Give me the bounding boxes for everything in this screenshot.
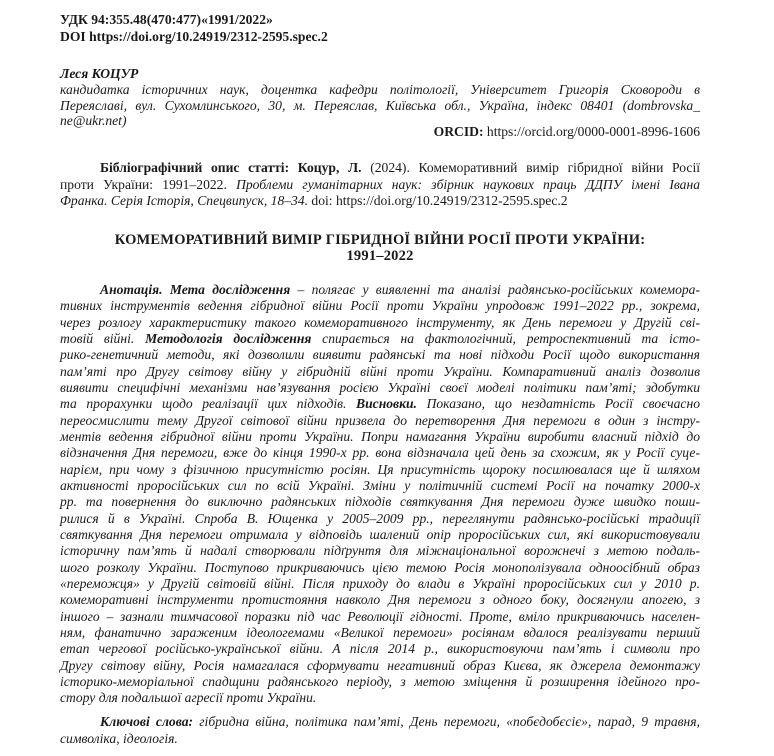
- udc-code: УДК 94:355.48(470:477)«1991/2022»: [60, 12, 273, 27]
- abstract-line: тивних інструментів ведення гібридної війни Росії проти України упродовж 1991–2022 рр., зокрема,: [60, 298, 700, 313]
- abstract-line: етап чергової російсько-української війни. А після 2014 р., використовуючи пам’ять і символи про: [60, 641, 700, 656]
- citation-line-1: [100, 160, 700, 176]
- abstract-line: шого розколу України. Поступово прикриваючись цією темою Росія монополізувала одноосібний образ: [60, 560, 700, 575]
- abstract-line: товій війні. Методологія дослідження спирається на фактологічний, ретроспективний та істо-: [60, 331, 700, 346]
- abstract-line: Анотація. Мета дослідження – полягає у виявленні та аналізі радянсько-російських комемора-: [100, 282, 700, 297]
- citation-authors: Коцур, Л.: [297, 160, 362, 175]
- affiliation-line-1: кандидатка історичних наук, доцентка кафедри політології, Університет Григорія Сковороди в: [60, 82, 700, 97]
- orcid-link[interactable]: https://orcid.org/0000-0001-8996-1606: [486, 124, 700, 139]
- abstract-line: відзначення Дня перемоги, вже до кінця 1990-х рр. вона відзначала цей день за схожим, як у Росії суце-: [60, 445, 700, 460]
- doi-link[interactable]: https://doi.org/10.24919/2312-2595.spec.2: [89, 29, 328, 44]
- abstract-line: святкування Дня перемоги отримала у відповідь шалений опір проросійських сил, які використовували: [60, 527, 700, 542]
- abstract-line: Другу світову війну, Росія намагалася сформувати негативний образ Києва, як джерела демонтажу: [60, 658, 700, 673]
- abstract-line: через розлогу характеристику такого комеморативного інструменту, як День перемоги у Другій сві-: [60, 315, 700, 330]
- abstract-line: нарієм, при чому з фізичною присутністю росіян. Ця присутність щороку посилювалася ще й шляхом: [60, 462, 700, 477]
- citation-text: (2024). Комеморативний вимір гібридної війни Росії: [361, 160, 700, 175]
- abstract-line: «переможця» у Другій світовій війні. Після приходу до влади в Україні проросійських сил у 2010 р.: [60, 576, 700, 591]
- abstract-line: комеморативні інструменти протистояння навколо Дня перемоги з одного боку, досягнули апогею, з: [60, 592, 700, 607]
- abstract-line: ментів ведення гібридної війни проти України. Попри намагання України виробити власний підхід до: [60, 429, 700, 444]
- citation-doi-link[interactable]: doi: https://doi.org/10.24919/2312-2595.spec.2: [308, 193, 568, 208]
- abstract-line: активності проросійських сил по всій Україні. Зміни у політичній системі Росії на початку 2000-х: [60, 478, 700, 493]
- doi-line: [60, 29, 700, 45]
- abstract-line: іншого – зазнали тимчасової поразки під час Революції гідності. Проте, вміло прикриваючись населен-: [60, 609, 700, 624]
- citation-line-3: Франка. Серія Історія, Спецвипуск, 18–34. doi: https://doi.org/10.24919/2312-2595.spec.2: [60, 193, 568, 208]
- abstract-line: пам’яті про Другу світову війну у гібридній війні проти України. Компаративний аналіз дозволив: [60, 364, 700, 379]
- article-title-line-1: КОМЕМОРАТИВНИЙ ВИМІР ГІБРИДНОЇ ВІЙНИ РОСІЇ ПРОТИ УКРАЇНИ:: [114, 232, 646, 248]
- abstract-line: рико-генетичний методи, які дозволили виявити радянські та нові підходи Росії щодо використання: [60, 347, 700, 362]
- abstract-line: рилися й в Україні. Спроба В. Ющенка у 2005–2009 рр., переглянути радянсько-російські традиції: [60, 511, 700, 526]
- abstract-line: історико-меморіальної спадщини радянського періоду, з метою зміщення й розширення ідейного про-: [60, 674, 700, 689]
- abstract-line: переосмислити тему Другої світової війни призвела до перетворення Дня перемоги в один з інстру-: [60, 413, 700, 428]
- article-title-line-2: 1991–2022: [346, 248, 414, 264]
- abstract-line: та прорахунки щодо реалізації цих підходів. Висновки. Показано, що нездатність Росії своєчасно: [60, 396, 700, 411]
- affiliation-line-3: ne@ukr.net): [60, 113, 127, 128]
- affiliation-line-2: Переяславі, вул. Сухомлинського, 30, м. Переяслав, Київська обл., Україна, індекс 08401 (dombrovska_: [60, 98, 700, 113]
- citation-label: Бібліографічний опис статті:: [100, 160, 290, 175]
- abstract-line: рр. та повернення до виключно радянських підходів святкування Дня перемоги дуже швидко поши-: [60, 494, 700, 509]
- orcid-line: [60, 124, 700, 140]
- orcid-label: ORCID:: [433, 124, 484, 139]
- abstract-line: стору для подальшої агресії проти України.: [60, 690, 317, 705]
- abstract-line: виявити специфічні механізми нав’язування росією Україні своєї моделі політики пам’яті; здобутки: [60, 380, 700, 395]
- doi-label: DOI: [60, 29, 86, 44]
- citation-line-2: проти України: 1991–2022. Проблеми гуманітарних наук: збірник наукових праць ДДПУ імені Івана: [60, 177, 700, 192]
- keywords-line-2: символіка, ідеологія.: [60, 731, 178, 746]
- abstract-line: ням, фанатично зараженим ідеологемами «Великої перемоги» росіянам вдалося реалізувати перший: [60, 625, 700, 640]
- abstract-line: історичну пам’ять й надалі створювали підґрунтя для міжнаціональної ворожнечі з метою подаль-: [60, 543, 700, 558]
- keywords-line-1: Ключові слова: гібридна війна, політика пам’яті, День перемоги, «побєдобєсіє», парад, 9 травня,: [100, 714, 700, 729]
- keywords-label: Ключові слова:: [100, 714, 194, 729]
- author-name: Леся КОЦУР: [60, 66, 139, 81]
